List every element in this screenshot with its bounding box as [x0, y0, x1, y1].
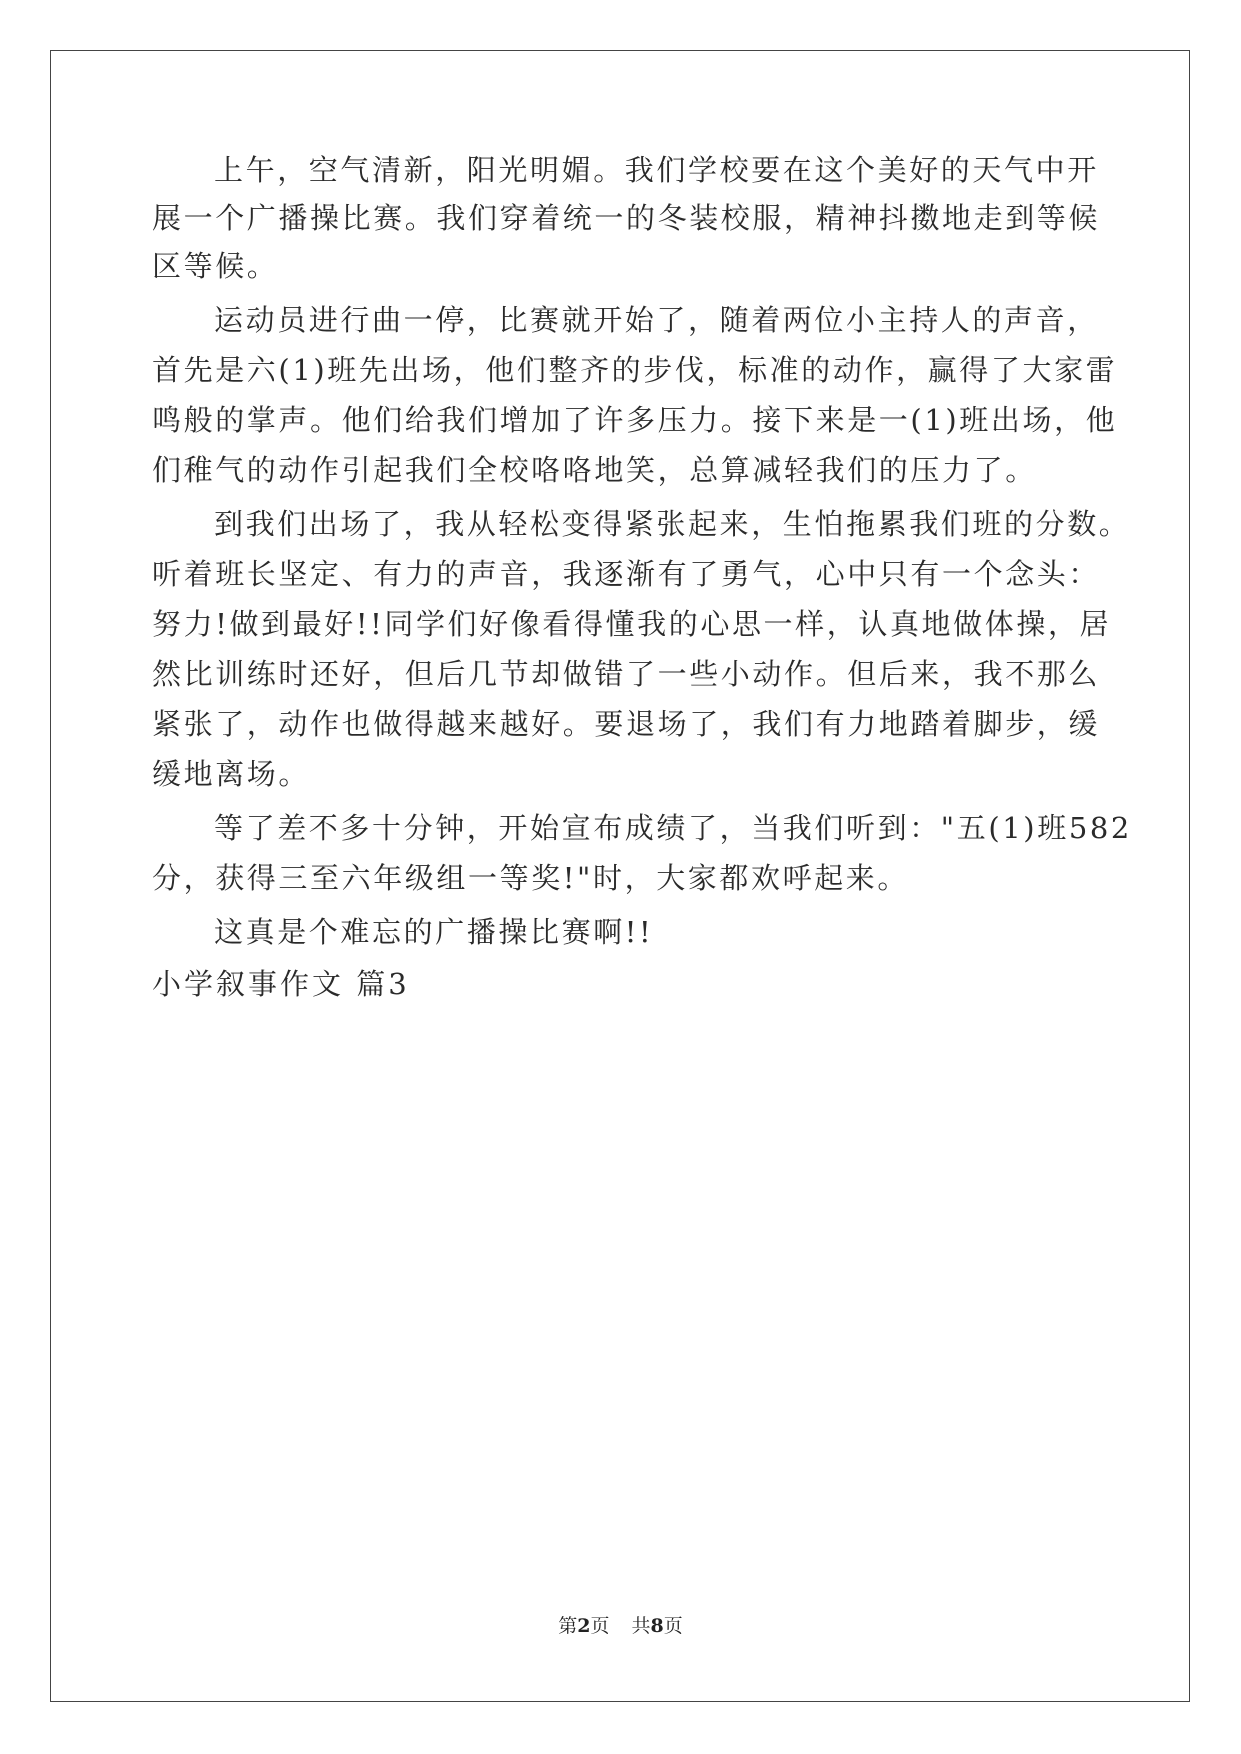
- paragraph-1-line-3: 区等候。: [152, 249, 279, 283]
- paragraph-2-line-1: 运动员进行曲一停，比赛就开始了，随着两位小主持人的声音，: [214, 303, 1099, 337]
- section-heading: 小学叙事作文 篇3: [152, 967, 410, 1001]
- paragraph-5-line-1: 这真是个难忘的广播操比赛啊!!: [214, 915, 654, 949]
- paragraph-1-line-2: 展一个广播操比赛。我们穿着统一的冬装校服，精神抖擞地走到等候: [152, 201, 1101, 235]
- paragraph-2-line-3: 鸣般的掌声。他们给我们增加了许多压力。接下来是一(1)班出场，他: [152, 403, 1118, 437]
- footer-page-number: 2: [577, 1615, 591, 1637]
- paragraph-2-line-4: 们稚气的动作引起我们全校咯咯地笑，总算减轻我们的压力了。: [152, 453, 1037, 487]
- paragraph-1-line-1: 上午，空气清新，阳光明媚。我们学校要在这个美好的天气中开: [214, 153, 1099, 187]
- footer-total-prefix: 共: [631, 1615, 651, 1637]
- footer-page-unit: 页: [590, 1615, 610, 1637]
- footer-total-number: 8: [650, 1615, 664, 1637]
- footer-page-prefix: 第: [558, 1615, 578, 1637]
- paragraph-3-line-3: 努力!做到最好!!同学们好像看得懂我的心思一样，认真地做体操，居: [152, 607, 1112, 641]
- footer-total-unit: 页: [663, 1615, 683, 1637]
- paragraph-3-line-5: 紧张了，动作也做得越来越好。要退场了，我们有力地踏着脚步，缓: [152, 707, 1101, 741]
- paragraph-3-line-1: 到我们出场了，我从轻松变得紧张起来，生怕拖累我们班的分数。: [214, 507, 1131, 541]
- paragraph-4-line-1: 等了差不多十分钟，开始宣布成绩了，当我们听到："五(1)班582: [214, 811, 1132, 845]
- paragraph-4-line-2: 分，获得三至六年级组一等奖!"时，大家都欢呼起来。: [152, 861, 909, 895]
- page-footer: [0, 1614, 1241, 1638]
- paragraph-3-line-2: 听着班长坚定、有力的声音，我逐渐有了勇气，心中只有一个念头：: [152, 557, 1101, 591]
- paragraph-2-line-2: 首先是六(1)班先出场，他们整齐的步伐，标准的动作，赢得了大家雷: [152, 353, 1118, 387]
- paragraph-3-line-4: 然比训练时还好，但后几节却做错了一些小动作。但后来，我不那么: [152, 657, 1101, 691]
- paragraph-3-line-6: 缓地离场。: [152, 757, 311, 791]
